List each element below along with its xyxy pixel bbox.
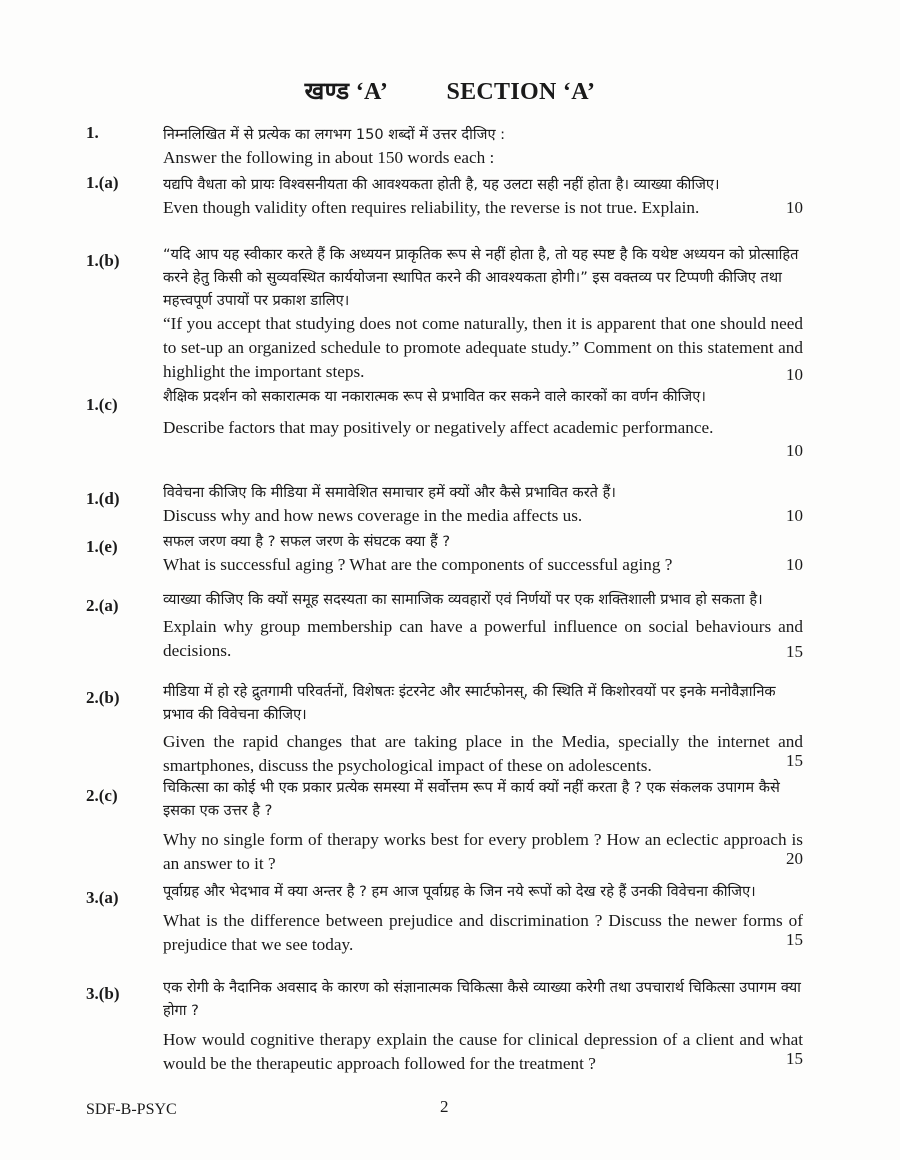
question-text-hindi: व्याख्या कीजिए कि क्यों समूह सदस्यता का सामाजिक व्यवहारों एवं निर्णयों पर एक शक्तिशाली प्रभाव हो सकता है। bbox=[163, 591, 763, 608]
question-text-english: “If you accept that studying does not come naturally, then it is apparent that one should need to set-up an organized schedule to promote adequate study.” Comment on this statement and highlight the important steps. bbox=[163, 314, 803, 381]
question-text-english: How would cognitive therapy explain the cause for clinical depression of a client and what would be the therapeutic approach followed for the treatment ? bbox=[163, 1030, 803, 1073]
question-text-hindi: “यदि आप यह स्वीकार करते हैं कि अध्ययन प्राकृतिक रूप से नहीं होता है, तो यह स्पष्ट है कि यथेष्ट अध्ययन को प्रोत्साहित करने हेतु किसी को सुव्यवस्थित कार्ययोजना स्थापित करने की आवश्यकता होगी।” इस वक्तव्य पर टिप्पणी कीजिए तथा महत्त्वपूर्ण उपायों पर प्रकाश डालिए। bbox=[163, 246, 799, 309]
question-1 bbox=[86, 123, 806, 170]
section-heading-hindi: खण्ड ‘A’ bbox=[304, 79, 389, 105]
question-text-hindi: चिकित्सा का कोई भी एक प्रकार प्रत्येक समस्या में सर्वोत्तम रूप में कार्य क्यों नहीं करता है ? एक संकलक उपागम कैसे इसका एक उत्तर है ? bbox=[163, 779, 780, 819]
question-text-english: Even though validity often requires reliability, the reverse is not true. Explain. bbox=[163, 198, 700, 217]
question-number: 3.(b) bbox=[86, 984, 120, 1003]
question-text-hindi: सफल जरण क्या है ? सफल जरण के संघटक क्या हैं ? bbox=[163, 533, 451, 550]
question-text-english: Discuss why and how news coverage in the media affects us. bbox=[163, 506, 583, 525]
question-text-hindi: निम्नलिखित में से प्रत्येक का लगभग 150 शब्दों में उत्तर दीजिए : bbox=[163, 126, 506, 143]
question-text-hindi: शैक्षिक प्रदर्शन को सकारात्मक या नकारात्मक रूप से प्रभावित कर सकने वाले कारकों का वर्णन कीजिए। bbox=[163, 388, 706, 405]
question-marks: 10 bbox=[786, 506, 803, 525]
question-text-english: Answer the following in about 150 words each : bbox=[163, 148, 495, 167]
question-number: 1.(a) bbox=[86, 173, 119, 192]
section-heading-english: SECTION ‘A’ bbox=[446, 79, 596, 105]
question-number: 1.(d) bbox=[86, 489, 120, 508]
question-text-hindi: एक रोगी के नैदानिक अवसाद के कारण को संज्ञानात्मक चिकित्सा कैसे व्याख्या करेगी तथा उपचारार्थ चिकित्सा उपागम क्या होगा ? bbox=[163, 979, 801, 1019]
question-text-english: Explain why group membership can have a powerful influence on social behaviours and decisions. bbox=[163, 617, 803, 660]
question-number: 1. bbox=[86, 123, 99, 142]
question-text-hindi: विवेचना कीजिए कि मीडिया में समावेशित समाचार हमें क्यों और कैसे प्रभावित करते हैं। bbox=[163, 484, 616, 501]
question-number: 1.(c) bbox=[86, 395, 118, 414]
question-marks: 10 bbox=[786, 441, 803, 460]
question-text-hindi: पूर्वाग्रह और भेदभाव में क्या अन्तर है ? हम आज पूर्वाग्रह के जिन नये रूपों को देख रहे हैं उनकी विवेचना कीजिए। bbox=[163, 883, 756, 900]
question-3a bbox=[86, 880, 806, 954]
question-1a bbox=[86, 173, 806, 220]
question-marks: 10 bbox=[786, 365, 803, 384]
question-marks: 15 bbox=[786, 1049, 803, 1068]
question-1c bbox=[86, 385, 806, 462]
question-number: 3.(a) bbox=[86, 888, 119, 907]
question-number: 2.(a) bbox=[86, 596, 119, 615]
question-text-english: What is the difference between prejudice and discrimination ? Discuss the newer forms of prejudice that we see today. bbox=[163, 911, 803, 954]
question-marks: 15 bbox=[786, 751, 803, 770]
question-text-english: Given the rapid changes that are taking place in the Media, specially the internet and smartphones, discuss the psychological impact of these on adolescents. bbox=[163, 732, 803, 775]
question-marks: 10 bbox=[786, 198, 803, 217]
question-text-english: Describe factors that may positively or negatively affect academic performance. bbox=[163, 418, 714, 437]
page-number: 2 bbox=[440, 1097, 449, 1116]
question-number: 1.(b) bbox=[86, 251, 120, 270]
question-number: 1.(e) bbox=[86, 537, 118, 556]
section-heading bbox=[0, 74, 900, 107]
question-text-hindi: मीडिया में हो रहे द्रुतगामी परिवर्तनों, विशेषतः इंटरनेट और स्मार्टफोनस्, की स्थिति में किशोरवयों पर इनके मनोवैज्ञानिक प्रभाव की विवेचना कीजिए। bbox=[163, 683, 776, 723]
question-2b bbox=[86, 680, 806, 775]
question-1d bbox=[86, 481, 806, 528]
question-text-english: What is successful aging ? What are the components of successful aging ? bbox=[163, 555, 673, 574]
question-marks: 10 bbox=[786, 555, 803, 574]
question-1b bbox=[86, 243, 806, 386]
question-marks: 15 bbox=[786, 930, 803, 949]
question-marks: 15 bbox=[786, 642, 803, 661]
question-number: 2.(c) bbox=[86, 786, 118, 805]
question-text-english: Why no single form of therapy works best for every problem ? How an eclectic approach is an answer to it ? bbox=[163, 830, 803, 873]
question-2a bbox=[86, 588, 806, 663]
question-1e bbox=[86, 530, 806, 577]
paper-code: SDF-B-PSYC bbox=[86, 1101, 177, 1118]
question-2c bbox=[86, 776, 806, 873]
question-marks: 20 bbox=[786, 849, 803, 868]
question-text-hindi: यद्यपि वैधता को प्रायः विश्वसनीयता की आवश्यकता होती है, यह उलटा सही नहीं होता है। व्याख्या कीजिए। bbox=[163, 176, 720, 193]
question-number: 2.(b) bbox=[86, 688, 120, 707]
question-3b bbox=[86, 976, 806, 1073]
